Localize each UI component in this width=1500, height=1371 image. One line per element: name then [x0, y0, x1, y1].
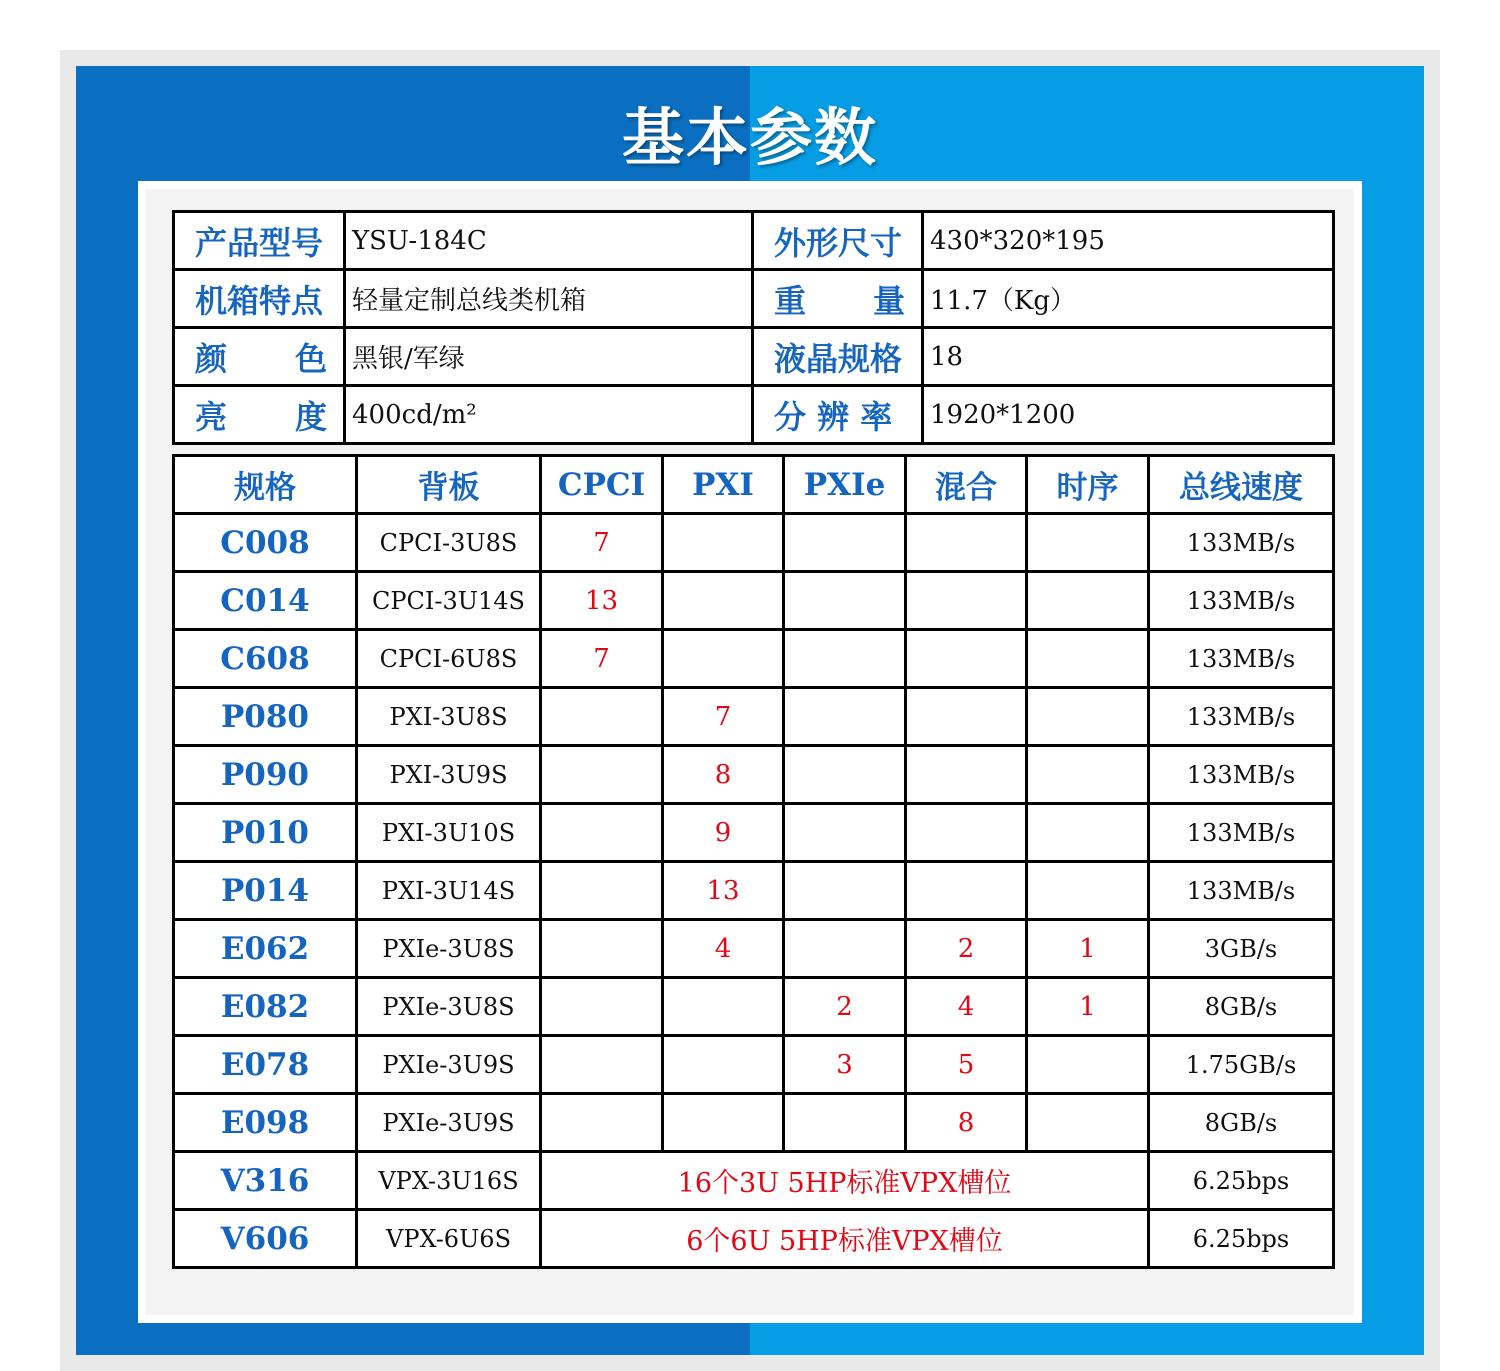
speed-cell: 8GB/s [1149, 978, 1334, 1036]
info-row [174, 328, 1334, 386]
model-cell: V316 [174, 1152, 357, 1210]
speed-cell: 133MB/s [1149, 572, 1334, 630]
table-row [174, 688, 1334, 746]
timing-cell [1027, 514, 1149, 572]
timing-cell [1027, 804, 1149, 862]
pxi-cell: 4 [663, 920, 784, 978]
backplane-cell: CPCI-3U14S [357, 572, 541, 630]
info-label: 外形尺寸 [753, 212, 923, 270]
backplane-cell: VPX-6U6S [357, 1210, 541, 1268]
model-cell: P080 [174, 688, 357, 746]
timing-cell [1027, 1036, 1149, 1094]
cpci-cell [541, 978, 663, 1036]
timing-cell [1027, 688, 1149, 746]
mixed-cell [906, 862, 1027, 920]
mixed-cell [906, 630, 1027, 688]
info-label-char: 亮 [195, 397, 228, 436]
vpx-slots-cell: 16个3U 5HP标准VPX槽位 [541, 1152, 1149, 1210]
pxie-cell [784, 688, 906, 746]
model-cell: C608 [174, 630, 357, 688]
info-row [174, 212, 1334, 270]
info-label: 分 辨 率 [753, 386, 923, 444]
model-cell: E082 [174, 978, 357, 1036]
pxie-cell: 3 [784, 1036, 906, 1094]
backplane-cell: VPX-3U16S [357, 1152, 541, 1210]
timing-cell: 1 [1027, 920, 1149, 978]
header-spec: 规格 [174, 456, 357, 514]
speed-cell: 8GB/s [1149, 1094, 1334, 1152]
header-pxie: PXIe [784, 456, 906, 514]
speed-cell: 3GB/s [1149, 920, 1334, 978]
info-label-char: 度 [294, 397, 327, 436]
spec-table-body [174, 514, 1334, 1268]
cpci-cell: 13 [541, 572, 663, 630]
backplane-cell: PXI-3U8S [357, 688, 541, 746]
table-row [174, 804, 1334, 862]
header-bus-speed: 总线速度 [1149, 456, 1334, 514]
info-row [174, 386, 1334, 444]
cpci-cell [541, 862, 663, 920]
mixed-cell [906, 804, 1027, 862]
timing-cell [1027, 572, 1149, 630]
table-row [174, 978, 1334, 1036]
pxi-cell: 8 [663, 746, 784, 804]
model-cell: C008 [174, 514, 357, 572]
speed-cell: 133MB/s [1149, 514, 1334, 572]
backplane-cell: PXI-3U10S [357, 804, 541, 862]
model-cell: E098 [174, 1094, 357, 1152]
cpci-cell [541, 804, 663, 862]
pxie-cell [784, 1094, 906, 1152]
page-title: 基本参数 [621, 101, 878, 174]
backplane-cell: CPCI-3U8S [357, 514, 541, 572]
mixed-cell: 5 [906, 1036, 1027, 1094]
info-label-char: 量 [872, 281, 905, 320]
info-value: 11.7（Kg） [923, 270, 1334, 328]
speed-cell: 133MB/s [1149, 804, 1334, 862]
cpci-cell [541, 746, 663, 804]
vpx-slots-cell: 6个6U 5HP标准VPX槽位 [541, 1210, 1149, 1268]
cpci-cell: 7 [541, 630, 663, 688]
table-row [174, 862, 1334, 920]
table-row [174, 514, 1334, 572]
model-cell: V606 [174, 1210, 357, 1268]
pxi-cell: 7 [663, 688, 784, 746]
backplane-cell: PXI-3U14S [357, 862, 541, 920]
pxie-cell [784, 746, 906, 804]
header-mixed: 混合 [906, 456, 1027, 514]
pxi-cell: 9 [663, 804, 784, 862]
timing-cell: 1 [1027, 978, 1149, 1036]
table-row [174, 1036, 1334, 1094]
info-value: 黑银/军绿 [345, 328, 753, 386]
timing-cell [1027, 1094, 1149, 1152]
pxie-cell: 2 [784, 978, 906, 1036]
cpci-cell [541, 920, 663, 978]
table-row [174, 1094, 1334, 1152]
info-value: YSU-184C [345, 212, 753, 270]
pxie-cell [784, 572, 906, 630]
backplane-cell: PXIe-3U9S [357, 1036, 541, 1094]
pxie-cell [784, 514, 906, 572]
pxie-cell [784, 804, 906, 862]
cpci-cell [541, 1094, 663, 1152]
cpci-cell [541, 688, 663, 746]
pxi-cell [663, 1036, 784, 1094]
pxi-cell: 13 [663, 862, 784, 920]
info-label-char: 色 [294, 339, 327, 378]
info-label [174, 328, 345, 386]
speed-cell: 133MB/s [1149, 862, 1334, 920]
header-pxi: PXI [663, 456, 784, 514]
speed-cell: 133MB/s [1149, 688, 1334, 746]
backplane-cell: PXI-3U9S [357, 746, 541, 804]
table-row [174, 572, 1334, 630]
mixed-cell [906, 514, 1027, 572]
pxie-cell [784, 920, 906, 978]
mixed-cell: 4 [906, 978, 1027, 1036]
table-row [174, 1152, 1334, 1210]
mixed-cell [906, 572, 1027, 630]
pxi-cell [663, 514, 784, 572]
model-cell: E062 [174, 920, 357, 978]
pxi-cell [663, 978, 784, 1036]
info-label [753, 270, 923, 328]
backplane-cell: CPCI-6U8S [357, 630, 541, 688]
model-cell: P010 [174, 804, 357, 862]
mixed-cell: 8 [906, 1094, 1027, 1152]
pxi-cell [663, 630, 784, 688]
header-cpci: CPCI [541, 456, 663, 514]
pxi-cell [663, 572, 784, 630]
cpci-cell [541, 1036, 663, 1094]
info-value: 轻量定制总线类机箱 [345, 270, 753, 328]
info-value: 18 [923, 328, 1334, 386]
pxi-cell [663, 1094, 784, 1152]
info-value: 430*320*195 [923, 212, 1334, 270]
backplane-cell: PXIe-3U8S [357, 978, 541, 1036]
header-timing: 时序 [1027, 456, 1149, 514]
timing-cell [1027, 746, 1149, 804]
info-label-char: 重 [774, 281, 807, 320]
info-label: 液晶规格 [753, 328, 923, 386]
model-cell: E078 [174, 1036, 357, 1094]
info-label [174, 386, 345, 444]
timing-cell [1027, 862, 1149, 920]
spec-table [172, 454, 1335, 1269]
timing-cell [1027, 630, 1149, 688]
basic-info-table [172, 210, 1335, 445]
model-cell: P014 [174, 862, 357, 920]
info-value: 400cd/m² [345, 386, 753, 444]
backplane-cell: PXIe-3U8S [357, 920, 541, 978]
header-backplane: 背板 [357, 456, 541, 514]
mixed-cell [906, 688, 1027, 746]
mixed-cell: 2 [906, 920, 1027, 978]
table-row [174, 1210, 1334, 1268]
speed-cell: 133MB/s [1149, 630, 1334, 688]
spec-header-row [174, 456, 1334, 514]
model-cell: P090 [174, 746, 357, 804]
cpci-cell: 7 [541, 514, 663, 572]
table-row [174, 920, 1334, 978]
backplane-cell: PXIe-3U9S [357, 1094, 541, 1152]
speed-cell: 133MB/s [1149, 746, 1334, 804]
info-row [174, 270, 1334, 328]
speed-cell: 6.25bps [1149, 1210, 1334, 1268]
pxie-cell [784, 630, 906, 688]
info-label: 产品型号 [174, 212, 345, 270]
pxie-cell [784, 862, 906, 920]
mixed-cell [906, 746, 1027, 804]
info-label: 机箱特点 [174, 270, 345, 328]
table-row [174, 746, 1334, 804]
speed-cell: 6.25bps [1149, 1152, 1334, 1210]
info-value: 1920*1200 [923, 386, 1334, 444]
info-label-char: 颜 [195, 339, 228, 378]
speed-cell: 1.75GB/s [1149, 1036, 1334, 1094]
table-row [174, 630, 1334, 688]
model-cell: C014 [174, 572, 357, 630]
